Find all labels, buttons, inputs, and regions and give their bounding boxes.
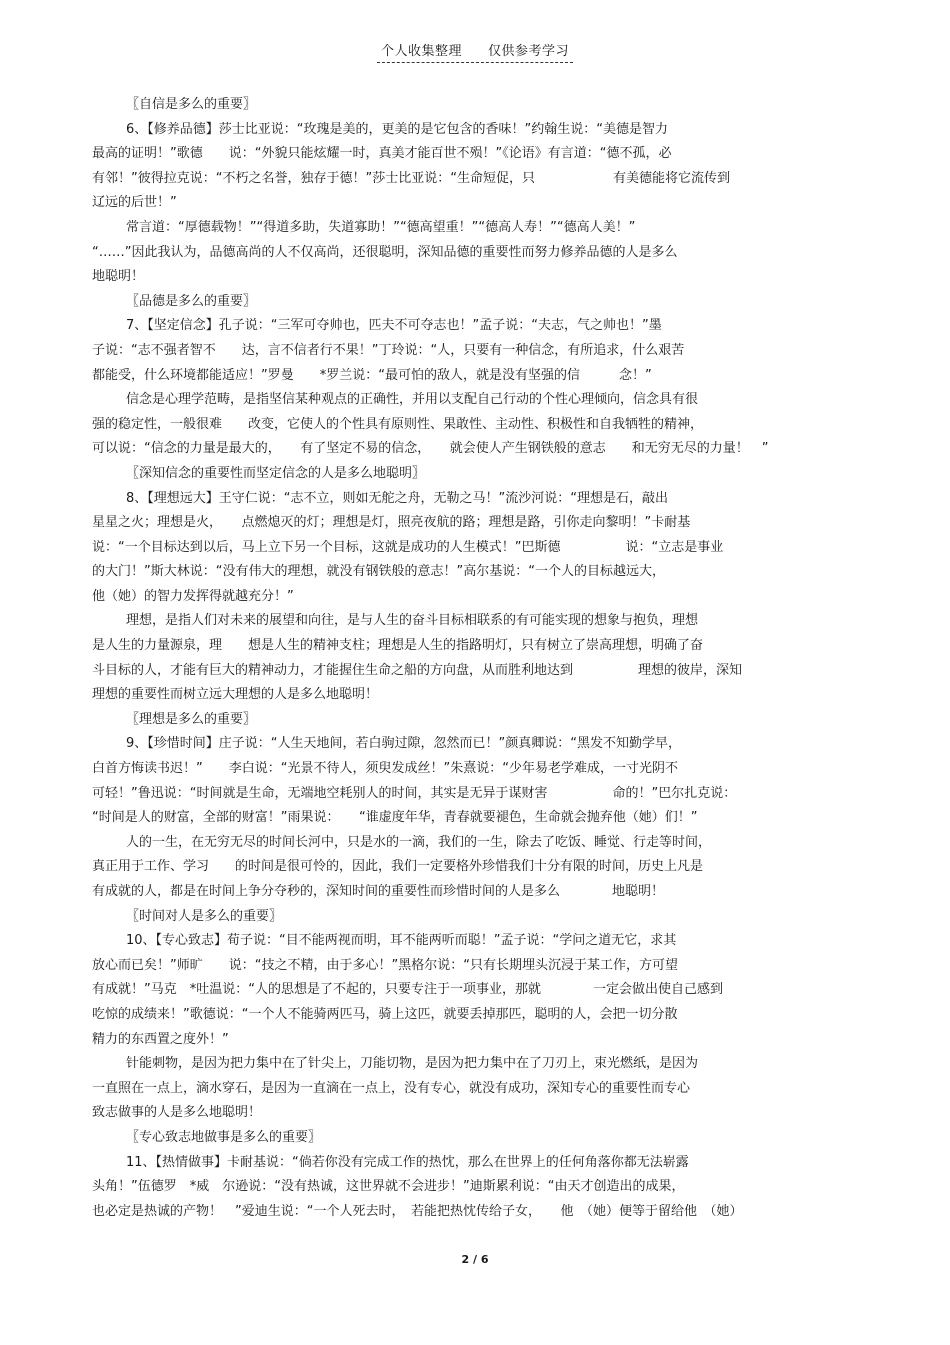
text-line: 是人生的力量源泉，理 想是人生的精神支柱；理想是人生的指路明灯，只有树立了崇高理想，明确了奋 (92, 638, 704, 654)
text-line: 7、【坚定信念】孔子说：“三军可夺帅也，匹夫不可夺志也！”孟子说：“夫志，气之帅也！”墨 (126, 318, 662, 334)
document-body (92, 93, 862, 1224)
text-line: 子说：“志不强者智不 达，言不信者行不果！”丁玲说：“人，只要有一种信念，有所追求，什么艰苦 (92, 342, 685, 358)
header-text (377, 40, 573, 63)
text-line: “时间是人的财富，全部的财富！”雨果说： “谁虚度年华，青春就要褪色，生命就会抛弃他（她）们！” (92, 810, 698, 826)
page-header (0, 40, 950, 63)
page-number: 2 / 6 (461, 1253, 489, 1266)
text-line: 吃惊的成绩来！”歌德说：“一个人不能骑两匹马，骑上这匹，就要丢掉那匹，聪明的人，会把一切分散 (92, 1006, 678, 1022)
text-line: 11、【热情做事】卡耐基说：“倘若你没有完成工作的热忱，那么在世界上的任何角落你都无法崭露 (126, 1154, 689, 1170)
text-line: 一直照在一点上，滴水穿石，是因为一直滴在一点上，没有专心，就没有成功，深知专心的重要性而专心 (92, 1080, 691, 1096)
header-left: 个人收集整理 (380, 44, 462, 59)
text-line: 致志做事的人是多么地聪明！ (92, 1105, 262, 1121)
text-line: 白首方悔读书迟！” 李白说：“光景不待人，须臾发成丝！”朱熹说：“少年易老学难成，一寸光阴不 (92, 761, 678, 777)
text-line: 〖自信是多么的重要〗 (126, 97, 257, 112)
text-line: 10、【专心致志】荀子说：“目不能两视而明，耳不能两听而聪！”孟子说：“学问之道无它，求其 (126, 933, 677, 949)
text-line: 也必定是热诚的产物！ ”爱迪生说：“一个人死去时， 若能把热忱传给子女， 他 （她）便等于留给他 （她） (92, 1203, 743, 1219)
text-line: 〖深知信念的重要性而坚定信念的人是多么地聪明〗 (126, 465, 426, 481)
text-line: 有成就！”马克 *吐温说：“人的思想是了不起的，只要专注于一项事业，那就 一定会做出使自己感到 (92, 982, 723, 998)
text-line: 常言道：“厚德载物！”“得道多助，失道寡助！”“德高望重！”“德高人寿！”“德高人美！” (126, 219, 636, 235)
text-line: “……”因此我认为，品德高尚的人不仅高尚，还很聪明，深知品德的重要性而努力修养品德的人是多么 (92, 244, 678, 260)
text-line: 斗目标的人，才能有巨大的精神动力，才能握住生命之船的方向盘，从而胜利地达到 理想的彼岸，深知 (92, 662, 743, 678)
text-line: 的大门！”斯大林说：“没有伟大的理想，就没有钢铁般的意志！”高尔基说：“一个人的目标越远大， (92, 564, 665, 580)
text-line: 〖品德是多么的重要〗 (126, 293, 257, 309)
text-line: 〖理想是多么的重要〗 (126, 711, 257, 727)
text-line: 他（她）的智力发挥得就越充分！” (92, 588, 294, 604)
text-line: 信念是心理学范畴，是指坚信某种观点的正确性，并用以支配自己行动的个性心理倾向，信念具有很 (126, 392, 699, 408)
text-line: 头角！”伍德罗 *威 尔逊说：“没有热诚，这世界就不会进步！”迪斯累利说：“由天才创造出的成果， (92, 1179, 685, 1195)
text-line: 最高的证明！”歌德 说：“外貌只能炫耀一时，真美才能百世不殒！”《论语》有言道：“德不孤，必 (92, 146, 672, 162)
text-line: 针能刺物，是因为把力集中在了针尖上，刀能切物，是因为把力集中在了刀刃上，束光燃纸，是因为 (126, 1056, 699, 1072)
text-line: 理想的重要性而树立远大理想的人是多么地聪明！ (92, 687, 379, 703)
text-line: 6、【修养品德】莎士比亚说：“玫瑰是美的，更美的是它包含的香味！”约翰生说：“美德是智力 (126, 121, 668, 137)
text-line: 9、【珍惜时间】庄子说：“人生天地间，若白驹过隙，忽然而已！”颜真卿说：“黑发不知勤学早， (126, 736, 681, 752)
text-line: 理想，是指人们对未来的展望和向往，是与人生的奋斗目标相联系的有可能实现的想象与抱负，理想 (126, 613, 699, 629)
text-line: 放心而已矣！”师旷 说：“技之不精，由于多心！”黑格尔说：“只有长期埋头沉浸于某工作，方可望 (92, 957, 678, 973)
text-line: 有邻！”彼得拉克说：“不朽之名誉，独存于德！”莎士比亚说：“生命短促，只 有美德能将它流传到 (92, 170, 730, 186)
text-line: 精力的东西置之度外！” (92, 1031, 229, 1047)
text-line: 说：“一个目标达到以后，马上立下另一个目标，这就是成功的人生模式！”巴斯德 说：“立志是事业 (92, 539, 724, 555)
text-line: 〖时间对人是多么的重要〗 (126, 908, 283, 924)
text-line: 辽远的后世！” (92, 195, 177, 211)
text-line: 可轻！”鲁迅说：“时间就是生命，无端地空耗别人的时间，其实是无异于谋财害 命的！”巴尔扎克说： (92, 785, 737, 801)
text-line: 有成就的人，都是在时间上争分夺秒的，深知时间的重要性而珍惜时间的人是多么 地聪明！ (92, 884, 665, 899)
text-line: 8、【理想远大】王守仁说：“志不立，则如无舵之舟，无勒之马！”流沙河说：“理想是石，敲出 (126, 490, 668, 506)
text-line: 地聪明！ (92, 269, 145, 285)
text-line: 真正用于工作、学习 的时间是很可怜的，因此，我们一定要格外珍惜我们十分有限的时间，历史上凡是 (92, 859, 704, 875)
text-line: 强的稳定性，一般很难 改变，它使人的个性具有原则性、果敢性、主动性、积极性和自我牺牲的精神， (92, 416, 704, 432)
text-line: 都能受，什么环境都能适应！”罗曼 *罗兰说：“最可怕的敌人，就是没有坚强的信 念！” (92, 367, 652, 383)
text-line: 〖专心致志地做事是多么的重要〗 (126, 1129, 322, 1145)
text-line: 星星之火；理想是火， 点燃熄灭的灯；理想是灯，照亮夜航的路；理想是路，引你走向黎明！”卡耐基 (92, 515, 691, 531)
text-line: 人的一生，在无穷无尽的时间长河中，只是水的一滴，我们的一生，除去了吃饭、睡觉、行走等时间， (126, 834, 712, 850)
header-right: 仅供参考学习 (488, 44, 570, 59)
text-line: 可以说：“信念的力量是最大的， 有了坚定不易的信念， 就会使人产生钢铁般的意志 和无穷无尽的力量！ ” (92, 441, 769, 457)
